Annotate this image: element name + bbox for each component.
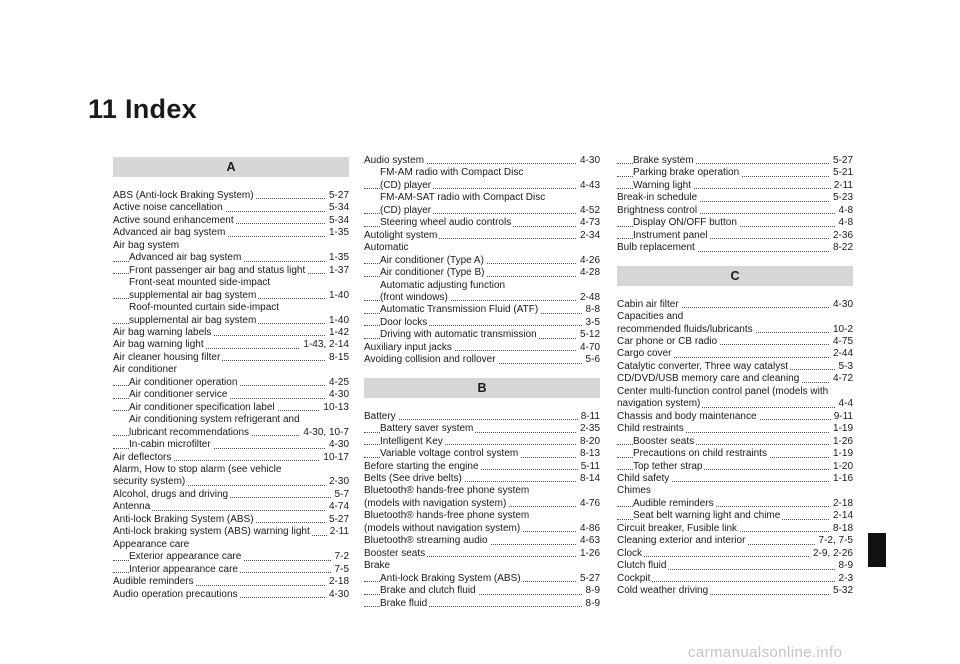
watermark: carmanualsonline.info — [688, 644, 843, 661]
entry-term: (CD) player — [380, 204, 432, 216]
index-entry — [113, 514, 349, 526]
entry-term: Circuit breaker, Fusible link — [617, 522, 738, 534]
entry-term: supplemental air bag system — [129, 289, 257, 301]
entry-term: FM-AM radio with Compact Disc — [380, 167, 524, 179]
index-entry — [113, 439, 349, 451]
entry-page: 4-86 — [577, 523, 600, 535]
entry-term: Seat belt warning light and chime — [633, 510, 781, 522]
entry-page: 4-30 — [830, 299, 853, 311]
entry-term: Top tether strap — [633, 460, 703, 472]
index-entry — [364, 267, 600, 279]
entry-page: 1-40 — [326, 315, 349, 327]
entry-page: 1-26 — [577, 548, 600, 560]
entry-page: 4-26 — [577, 255, 600, 267]
index-entry — [364, 523, 600, 535]
index-entry — [364, 436, 600, 448]
entry-term: Child restraints — [617, 423, 684, 435]
entry-page: 5-27 — [577, 573, 600, 585]
entry-term: lubricant recommendations — [129, 426, 250, 438]
entry-term: Belts (See drive belts) — [364, 472, 462, 484]
index-entry — [364, 585, 600, 597]
index-entry — [113, 339, 349, 351]
entry-term: Automatic — [364, 242, 409, 254]
index-column-2 — [364, 155, 600, 610]
index-entry — [364, 280, 600, 292]
entry-page: 1-19 — [830, 423, 853, 435]
entry-term: Auxiliary input jacks — [364, 341, 452, 353]
entry-page: 7-2 — [332, 551, 349, 563]
index-entry — [617, 510, 853, 522]
index-entry — [113, 302, 349, 314]
index-entry — [113, 227, 349, 239]
index-entry — [113, 290, 349, 302]
entry-term: Child safety — [617, 472, 670, 484]
entry-term: Alarm, How to stop alarm (see vehicle — [113, 463, 282, 475]
entry-term: Air bag warning light — [113, 339, 204, 351]
entry-list — [617, 155, 853, 255]
index-entry — [113, 526, 349, 538]
index-entry — [113, 215, 349, 227]
entry-term: Driving with automatic transmission — [380, 329, 537, 341]
index-entry — [113, 476, 349, 488]
entry-term: Advanced air bag system — [113, 227, 226, 239]
entry-page: 1-43, 2-14 — [300, 339, 349, 351]
entry-term: Before starting the engine — [364, 460, 479, 472]
entry-term: Advanced air bag system — [129, 252, 242, 264]
index-entry — [113, 576, 349, 588]
entry-term: Parking brake operation — [633, 167, 740, 179]
entry-page: 8-15 — [326, 352, 349, 364]
entry-page: 4-76 — [577, 498, 600, 510]
entry-term: Steering wheel audio controls — [380, 217, 512, 229]
entry-page: 1-37 — [326, 265, 349, 277]
entry-term: Cold weather driving — [617, 585, 709, 597]
entry-page: 5-27 — [326, 514, 349, 526]
page-title: 11 Index — [88, 94, 197, 124]
entry-term: Air conditioner operation — [129, 376, 238, 388]
index-entry — [113, 202, 349, 214]
entry-term: Air conditioning system refrigerant and — [129, 414, 300, 426]
index-entry — [364, 205, 600, 217]
entry-term: Antenna — [113, 501, 151, 513]
entry-term: Door locks — [380, 316, 428, 328]
index-entry — [113, 364, 349, 376]
index-entry — [617, 498, 853, 510]
entry-term: Display ON/OFF button — [633, 217, 737, 229]
entry-page: 4-75 — [830, 336, 853, 348]
entry-page: 4-4 — [836, 398, 853, 410]
entry-term: Air conditioner service — [129, 389, 228, 401]
entry-term: Break-in schedule — [617, 192, 698, 204]
entry-term: Cockpit — [617, 572, 651, 584]
entry-list — [617, 299, 853, 598]
index-entry — [617, 205, 853, 217]
index-entry — [617, 461, 853, 473]
entry-term: Bluetooth® hands-free phone system — [364, 485, 530, 497]
dot-leader — [364, 419, 600, 420]
entry-page: 2-11 — [327, 526, 349, 538]
entry-page: 2-14 — [830, 510, 853, 522]
index-entry — [364, 217, 600, 229]
index-entry — [364, 180, 600, 192]
index-entry — [364, 292, 600, 304]
entry-term: Bluetooth® hands-free phone system — [364, 510, 530, 522]
entry-term: Active noise cancellation — [113, 202, 223, 214]
entry-term: Chassis and body maintenance — [617, 410, 757, 422]
entry-term: Battery saver system — [380, 423, 474, 435]
entry-page: 5-6 — [583, 354, 600, 366]
index-entry — [617, 373, 853, 385]
index-entry — [113, 452, 349, 464]
entry-term: Audio system — [364, 155, 425, 166]
index-entry — [617, 311, 853, 323]
entry-term: Instrument panel — [633, 229, 708, 241]
index-entry — [113, 414, 349, 426]
entry-page: 4-30 — [577, 155, 600, 167]
entry-page: 4-52 — [577, 205, 600, 217]
entry-term: Capacities and — [617, 311, 684, 323]
index-entry — [617, 386, 853, 398]
index-entry — [364, 167, 600, 179]
entry-term: Air deflectors — [113, 451, 172, 463]
entry-page: 5-21 — [830, 167, 853, 179]
entry-page: 8-9 — [583, 585, 600, 597]
entry-term: (models without navigation system) — [364, 522, 521, 534]
entry-page: 5-27 — [830, 155, 853, 167]
entry-page: 2-34 — [577, 230, 600, 242]
index-entry — [364, 461, 600, 473]
entry-term: Cabin air filter — [617, 298, 679, 310]
section-header-a: A — [113, 157, 349, 177]
entry-page: 5-32 — [830, 585, 853, 597]
entry-term: Front passenger air bag and status light — [129, 264, 306, 276]
index-entry — [364, 535, 600, 547]
entry-term: Intelligent Key — [380, 435, 443, 447]
entry-page: 8-13 — [577, 448, 600, 460]
entry-term: CD/DVD/USB memory care and cleaning — [617, 373, 800, 385]
entry-term: Appearance care — [113, 538, 190, 550]
entry-page: 7-5 — [332, 564, 349, 576]
entry-page: 4-72 — [830, 373, 853, 385]
entry-page: 4-74 — [326, 501, 349, 513]
index-entry — [617, 548, 853, 560]
entry-page: 1-35 — [326, 227, 349, 239]
index-entry — [364, 192, 600, 204]
entry-term: Booster seats — [633, 435, 695, 447]
entry-page: 4-30, 10-7 — [300, 427, 349, 439]
section-header-b: B — [364, 378, 600, 398]
entry-page: 2-35 — [577, 423, 600, 435]
entry-term: Brake system — [633, 155, 694, 166]
index-entry — [617, 523, 853, 535]
entry-term: Catalytic converter, Three way catalyst — [617, 360, 788, 372]
entry-term: Bluetooth® streaming audio — [364, 535, 488, 547]
index-entry — [617, 411, 853, 423]
index-entry — [364, 354, 600, 366]
index-entry — [364, 510, 600, 522]
entry-list — [364, 155, 600, 367]
index-entry — [617, 398, 853, 410]
entry-page: 4-30 — [326, 589, 349, 601]
entry-page: 2-9, 2-26 — [810, 548, 853, 560]
entry-page: 7-2, 7-5 — [816, 535, 853, 547]
entry-page: 4-70 — [577, 342, 600, 354]
entry-term: Bulb replacement — [617, 242, 695, 254]
entry-page: 4-63 — [577, 535, 600, 547]
index-entry — [113, 240, 349, 252]
entry-page: 2-44 — [830, 348, 853, 360]
index-entry — [364, 573, 600, 585]
index-entry — [364, 342, 600, 354]
entry-page: 3-5 — [583, 317, 600, 329]
entry-term: Active sound enhancement — [113, 214, 234, 226]
entry-term: Air conditioner specification label — [129, 401, 275, 413]
index-entry — [113, 327, 349, 339]
index-entry — [364, 230, 600, 242]
index-entry — [113, 377, 349, 389]
index-entry — [113, 551, 349, 563]
entry-term: (CD) player — [380, 179, 432, 191]
index-entry — [617, 192, 853, 204]
entry-page: 4-73 — [577, 217, 600, 229]
entry-term: Cargo cover — [617, 348, 672, 360]
index-entry — [364, 448, 600, 460]
index-entry — [364, 329, 600, 341]
entry-term: Cleaning exterior and interior — [617, 535, 746, 547]
entry-page: 4-30 — [326, 439, 349, 451]
index-entry — [617, 336, 853, 348]
entry-term: Interior appearance care — [129, 563, 238, 575]
entry-term: Exterior appearance care — [129, 551, 242, 563]
entry-page: 2-18 — [326, 576, 349, 588]
entry-page: 1-42 — [326, 327, 349, 339]
index-entry — [364, 155, 600, 167]
entry-page: 10-2 — [830, 324, 853, 336]
index-entry — [113, 389, 349, 401]
index-entry — [364, 255, 600, 267]
index-entry — [113, 564, 349, 576]
index-entry — [113, 539, 349, 551]
entry-term: Roof-mounted curtain side-impact — [129, 302, 280, 314]
entry-page: 8-20 — [577, 436, 600, 448]
entry-page: 1-16 — [830, 473, 853, 485]
entry-page: 4-43 — [577, 180, 600, 192]
entry-page: 8-9 — [583, 598, 600, 610]
entry-page: 4-25 — [326, 377, 349, 389]
index-entry — [617, 473, 853, 485]
entry-term: FM-AM-SAT radio with Compact Disc — [380, 192, 546, 204]
entry-term: Anti-lock braking system (ABS) warning light — [113, 526, 310, 538]
entry-page: 2-3 — [836, 573, 853, 585]
entry-page: 8-18 — [830, 523, 853, 535]
index-entry — [364, 485, 600, 497]
entry-page: 5-27 — [326, 190, 349, 202]
entry-page: 8-9 — [836, 560, 853, 572]
index-entry — [617, 361, 853, 373]
entry-page: 10-13 — [320, 402, 349, 414]
index-entry — [364, 560, 600, 572]
entry-page: 1-19 — [830, 448, 853, 460]
entry-term: Brake and clutch fluid — [380, 585, 476, 597]
index-entry — [617, 167, 853, 179]
entry-page: 2-18 — [830, 498, 853, 510]
index-entry — [617, 299, 853, 311]
index-entry — [364, 242, 600, 254]
entry-term: ABS (Anti-lock Braking System) — [113, 190, 254, 201]
index-entry — [617, 423, 853, 435]
entry-page: 8-8 — [583, 304, 600, 316]
section-header-c: C — [617, 266, 853, 286]
index-entry — [113, 277, 349, 289]
entry-term: Chimes — [617, 485, 651, 497]
entry-term: Brake — [364, 560, 391, 572]
index-entry — [617, 573, 853, 585]
index-entry — [617, 242, 853, 254]
entry-term: supplemental air bag system — [129, 314, 257, 326]
index-entry — [364, 304, 600, 316]
entry-term: Car phone or CB radio — [617, 335, 718, 347]
index-entry — [113, 315, 349, 327]
entry-term: Center multi-function control panel (models with — [617, 385, 829, 397]
index-entry — [113, 464, 349, 476]
entry-page: 1-35 — [326, 252, 349, 264]
entry-term: Alcohol, drugs and driving — [113, 488, 229, 500]
index-entry — [617, 180, 853, 192]
entry-page: 4-28 — [577, 267, 600, 279]
entry-term: Air conditioner — [113, 364, 177, 376]
index-column-3 — [617, 155, 853, 598]
index-entry — [617, 155, 853, 167]
index-entry — [364, 473, 600, 485]
index-entry — [364, 548, 600, 560]
entry-term: Audible reminders — [633, 497, 714, 509]
entry-page: 5-11 — [578, 461, 600, 473]
entry-page: 8-11 — [578, 411, 600, 423]
entry-term: Anti-lock Braking System (ABS) — [380, 572, 521, 584]
index-entry — [617, 585, 853, 597]
index-entry — [113, 402, 349, 414]
index-entry — [113, 489, 349, 501]
entry-page: 1-26 — [830, 436, 853, 448]
entry-term: (models with navigation system) — [364, 497, 507, 509]
entry-page: 1-40 — [326, 290, 349, 302]
entry-term: In-cabin microfilter — [129, 439, 211, 451]
index-entry — [364, 423, 600, 435]
entry-term: Front-seat mounted side-impact — [129, 277, 271, 289]
entry-term: navigation system) — [617, 398, 701, 410]
entry-term: Booster seats — [364, 547, 426, 559]
entry-term: Air conditioner (Type B) — [380, 267, 485, 279]
index-entry — [113, 501, 349, 513]
entry-term: Autolight system — [364, 229, 438, 241]
entry-term: Clutch fluid — [617, 560, 667, 572]
entry-term: Battery — [364, 410, 396, 422]
entry-page: 4-8 — [836, 205, 853, 217]
entry-page: 5-34 — [326, 215, 349, 227]
entry-page: 9-11 — [831, 411, 853, 423]
index-entry — [113, 265, 349, 277]
entry-term: Brake fluid — [380, 597, 428, 609]
entry-term: (front windows) — [380, 291, 448, 303]
index-entry — [617, 217, 853, 229]
index-column-1 — [113, 155, 349, 601]
entry-term: Automatic adjusting function — [380, 279, 506, 291]
index-entry — [113, 589, 349, 601]
entry-page: 5-3 — [836, 361, 853, 373]
entry-term: Brightness control — [617, 204, 698, 216]
index-entry — [617, 535, 853, 547]
index-entry — [113, 352, 349, 364]
index-entry — [113, 427, 349, 439]
entry-term: Anti-lock Braking System (ABS) — [113, 513, 254, 525]
entry-term: Clock — [617, 547, 643, 559]
entry-page: 10-17 — [320, 452, 349, 464]
entry-term: security system) — [113, 476, 186, 488]
entry-term: recommended fluids/lubricants — [617, 323, 753, 335]
entry-term: Air bag warning labels — [113, 326, 212, 338]
entry-page: 8-14 — [577, 473, 600, 485]
entry-page: 2-48 — [577, 292, 600, 304]
index-entry — [617, 448, 853, 460]
entry-page: 4-8 — [836, 217, 853, 229]
entry-term: Audible reminders — [113, 576, 194, 588]
entry-term: Precautions on child restraints — [633, 448, 767, 460]
entry-term: Avoiding collision and rollover — [364, 354, 496, 366]
entry-page: 5-23 — [830, 192, 853, 204]
index-entry — [364, 598, 600, 610]
chapter-tab — [868, 533, 886, 567]
index-entry — [617, 348, 853, 360]
entry-term: Air bag system — [113, 239, 180, 251]
index-entry — [617, 485, 853, 497]
entry-page: 5-12 — [577, 329, 600, 341]
index-entry — [617, 324, 853, 336]
entry-term: Air cleaner housing filter — [113, 351, 221, 363]
entry-page: 5-34 — [326, 202, 349, 214]
entry-page: 1-20 — [830, 461, 853, 473]
index-entry — [364, 411, 600, 423]
entry-term: Automatic Transmission Fluid (ATF) — [380, 304, 539, 316]
entry-page: 2-11 — [831, 180, 853, 192]
dot-leader — [617, 581, 853, 582]
entry-list — [113, 190, 349, 601]
index-entry — [364, 317, 600, 329]
entry-page: 5-7 — [332, 489, 349, 501]
index-entry — [113, 190, 349, 202]
entry-page: 2-36 — [830, 230, 853, 242]
entry-term: Warning light — [633, 179, 691, 191]
index-entry — [113, 252, 349, 264]
index-entry — [617, 230, 853, 242]
entry-page: 4-30 — [326, 389, 349, 401]
index-entry — [617, 436, 853, 448]
entry-list — [364, 411, 600, 610]
entry-page: 2-30 — [326, 476, 349, 488]
index-entry — [364, 498, 600, 510]
entry-term: Audio operation precautions — [113, 588, 238, 600]
entry-page: 8-22 — [830, 242, 853, 254]
index-entry — [617, 560, 853, 572]
entry-term: Air conditioner (Type A) — [380, 254, 484, 266]
entry-term: Variable voltage control system — [380, 448, 519, 460]
